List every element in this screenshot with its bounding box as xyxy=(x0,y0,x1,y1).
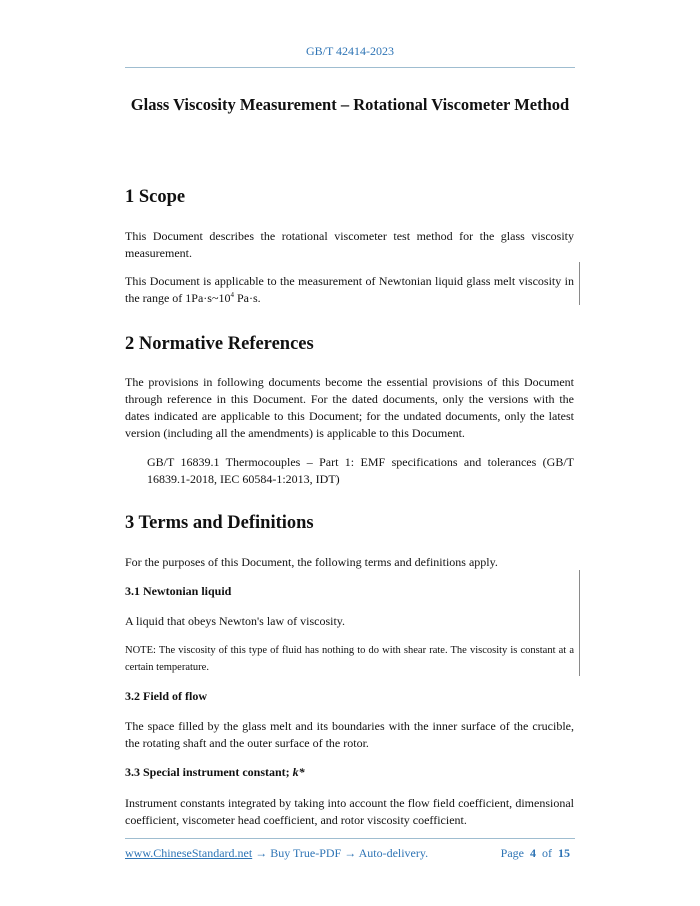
change-bar xyxy=(579,262,580,305)
section-heading-scope: 1 Scope xyxy=(125,187,186,207)
term-definition-field-of-flow: The space filled by the glass melt and its boundaries with the inner surface of the crucible, the rotating shaft and the outer surface of the rotor. xyxy=(125,719,574,750)
term-definition-newtonian-liquid: A liquid that obeys Newton's law of viscosity. xyxy=(125,614,346,628)
footer-rule xyxy=(125,838,575,839)
page-indicator: Page 4 of 15 xyxy=(500,846,570,860)
page-current: 4 xyxy=(530,846,536,860)
normative-references-paragraph: The provisions in following documents become the essential provisions of this Document through reference in this Document. For the dated documents, only the versions with the dates indicated are applicable to this Document; for the undated documents, only the latest version (including all the amendments) is applicable to this Document. xyxy=(125,375,574,440)
term-definition-instrument-constant: Instrument constants integrated by taking into account the flow field coefficient, dimensional coefficient, viscometer head coefficient, and rotor viscosity coefficient. xyxy=(125,796,574,827)
term-heading-instrument-constant: 3.3 Special instrument constant; k* xyxy=(125,765,305,779)
term-note-newtonian-liquid: NOTE: The viscosity of this type of fluid has nothing to do with shear rate. The viscosity is constant at a certain temperature. xyxy=(125,645,574,673)
reference-item: GB/T 16839.1 Thermocouples – Part 1: EMF specifications and tolerances (GB/T 16839.1-2018, IEC 60584-1:2013, IDT) xyxy=(147,455,574,486)
terms-intro: For the purposes of this Document, the following terms and definitions apply. xyxy=(125,555,498,569)
change-bar xyxy=(579,570,580,676)
footer-tagline: → Buy True-PDF → Auto-delivery. xyxy=(252,846,429,860)
page-total: 15 xyxy=(558,846,570,860)
chinesestandard-link[interactable]: www.ChineseStandard.net xyxy=(125,846,253,860)
footer xyxy=(125,846,575,861)
scope-paragraph-1: This Document describes the rotational viscometer test method for the glass viscosity measurement. xyxy=(125,229,574,260)
symbol-k-star: k* xyxy=(292,765,305,779)
term-heading-field-of-flow: 3.2 Field of flow xyxy=(125,689,207,703)
section-heading-normative-references: 2 Normative References xyxy=(125,334,314,354)
section-heading-terms-definitions: 3 Terms and Definitions xyxy=(125,513,314,533)
scope-paragraph-2: This Document is applicable to the measurement of Newtonian liquid glass melt viscosity in the range of $1Pa\cdot s\sim 10^4$ Pa·s. xyxy=(125,274,574,305)
header-rule xyxy=(125,67,575,68)
term-heading-newtonian-liquid: 3.1 Newtonian liquid xyxy=(125,584,232,598)
document-title: Glass Viscosity Measurement – Rotational Viscometer Method xyxy=(130,95,570,114)
header-standard-code: GB/T 42414-2023 xyxy=(305,44,395,58)
